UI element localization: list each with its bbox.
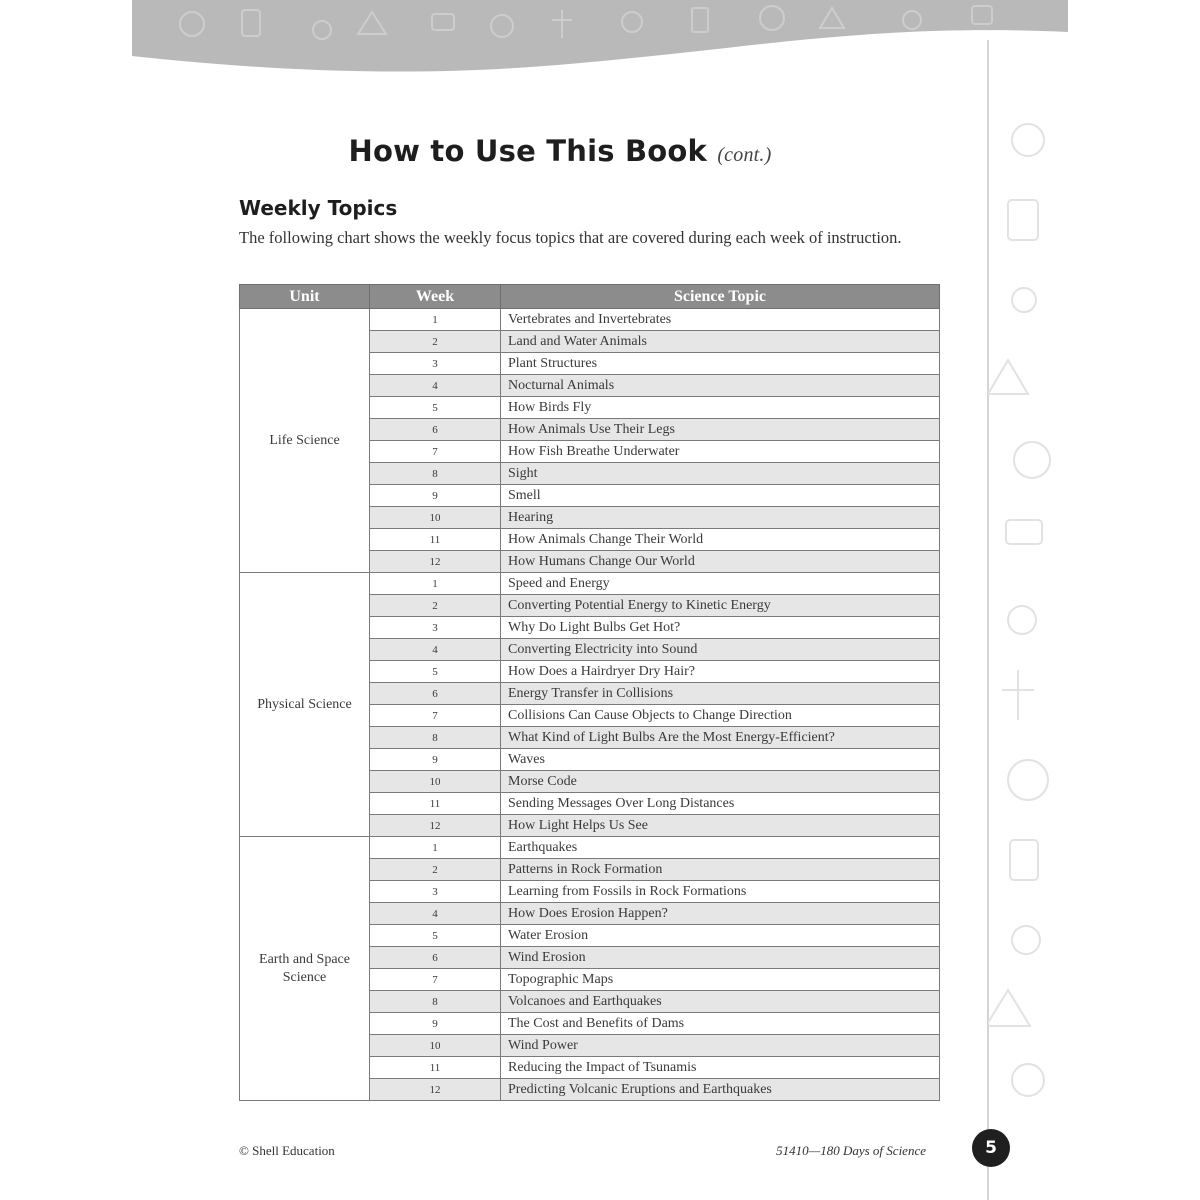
topic-cell: Patterns in Rock Formation [501, 859, 940, 881]
topic-cell: Water Erosion [501, 925, 940, 947]
weekly-topics-table [239, 284, 940, 1101]
topic-cell: Converting Electricity into Sound [501, 639, 940, 661]
topic-cell: Converting Potential Energy to Kinetic Energy [501, 595, 940, 617]
unit-cell: Life Science [240, 309, 370, 573]
week-cell: 10 [370, 1035, 501, 1057]
header-banner [132, 0, 1068, 80]
footer-copyright: © Shell Education [239, 1143, 335, 1158]
week-cell: 6 [370, 683, 501, 705]
week-cell: 4 [370, 639, 501, 661]
topic-cell: How Light Helps Us See [501, 815, 940, 837]
week-cell: 3 [370, 617, 501, 639]
week-cell: 1 [370, 573, 501, 595]
week-cell: 11 [370, 529, 501, 551]
week-cell: 4 [370, 375, 501, 397]
week-cell: 8 [370, 991, 501, 1013]
topic-cell: Speed and Energy [501, 573, 940, 595]
topic-cell: Earthquakes [501, 837, 940, 859]
topic-cell: Sending Messages Over Long Distances [501, 793, 940, 815]
topic-cell: Learning from Fossils in Rock Formations [501, 881, 940, 903]
week-cell: 5 [370, 661, 501, 683]
column-header-week: Week [370, 285, 501, 309]
topic-cell: Wind Power [501, 1035, 940, 1057]
topic-cell: Energy Transfer in Collisions [501, 683, 940, 705]
section-heading: Weekly Topics [239, 196, 398, 220]
topic-cell: How Animals Change Their World [501, 529, 940, 551]
week-cell: 10 [370, 771, 501, 793]
week-cell: 2 [370, 331, 501, 353]
week-cell: 8 [370, 463, 501, 485]
column-header-topic: Science Topic [501, 285, 940, 309]
topic-cell: Morse Code [501, 771, 940, 793]
week-cell: 2 [370, 595, 501, 617]
week-cell: 1 [370, 309, 501, 331]
topic-cell: Collisions Can Cause Objects to Change Direction [501, 705, 940, 727]
week-cell: 12 [370, 1079, 501, 1101]
page-number-badge: 5 [972, 1129, 1010, 1167]
week-cell: 6 [370, 419, 501, 441]
topic-cell: What Kind of Light Bulbs Are the Most Energy-Efficient? [501, 727, 940, 749]
week-cell: 7 [370, 441, 501, 463]
week-cell: 12 [370, 815, 501, 837]
week-cell: 3 [370, 881, 501, 903]
topic-cell: Land and Water Animals [501, 331, 940, 353]
topic-cell: Why Do Light Bulbs Get Hot? [501, 617, 940, 639]
week-cell: 5 [370, 925, 501, 947]
topic-cell: Vertebrates and Invertebrates [501, 309, 940, 331]
topic-cell: Waves [501, 749, 940, 771]
week-cell: 10 [370, 507, 501, 529]
topic-cell: How Birds Fly [501, 397, 940, 419]
topic-cell: Volcanoes and Earthquakes [501, 991, 940, 1013]
week-cell: 8 [370, 727, 501, 749]
topic-cell: How Does a Hairdryer Dry Hair? [501, 661, 940, 683]
topic-cell: Predicting Volcanic Eruptions and Earthquakes [501, 1079, 940, 1101]
week-cell: 9 [370, 749, 501, 771]
week-cell: 6 [370, 947, 501, 969]
week-cell: 7 [370, 969, 501, 991]
topic-cell: Wind Erosion [501, 947, 940, 969]
page-title-text: How to Use This Book [348, 134, 708, 168]
table-row [240, 573, 940, 595]
page-title-suffix: (cont.) [717, 144, 772, 166]
week-cell: 11 [370, 1057, 501, 1079]
table-row [240, 309, 940, 331]
topic-cell: How Humans Change Our World [501, 551, 940, 573]
week-cell: 12 [370, 551, 501, 573]
sidebar-decoration [988, 0, 1068, 1200]
topic-cell: The Cost and Benefits of Dams [501, 1013, 940, 1035]
topic-cell: Topographic Maps [501, 969, 940, 991]
column-header-unit: Unit [240, 285, 370, 309]
week-cell: 11 [370, 793, 501, 815]
table-body [240, 309, 940, 1101]
unit-cell: Physical Science [240, 573, 370, 837]
page-title [132, 134, 988, 168]
week-cell: 2 [370, 859, 501, 881]
topic-cell: How Animals Use Their Legs [501, 419, 940, 441]
topic-cell: Sight [501, 463, 940, 485]
week-cell: 4 [370, 903, 501, 925]
topic-cell: How Does Erosion Happen? [501, 903, 940, 925]
section-intro: The following chart shows the weekly focus topics that are covered during each week of instruction. [239, 228, 902, 247]
week-cell: 5 [370, 397, 501, 419]
footer-book-reference: 51410—180 Days of Science [776, 1143, 926, 1158]
table-row [240, 837, 940, 859]
topic-cell: How Fish Breathe Underwater [501, 441, 940, 463]
topic-cell: Reducing the Impact of Tsunamis [501, 1057, 940, 1079]
topic-cell: Smell [501, 485, 940, 507]
week-cell: 9 [370, 485, 501, 507]
topic-cell: Plant Structures [501, 353, 940, 375]
unit-cell: Earth and Space Science [240, 837, 370, 1101]
week-cell: 9 [370, 1013, 501, 1035]
topic-cell: Hearing [501, 507, 940, 529]
topic-cell: Nocturnal Animals [501, 375, 940, 397]
week-cell: 1 [370, 837, 501, 859]
week-cell: 3 [370, 353, 501, 375]
week-cell: 7 [370, 705, 501, 727]
table-header-row [240, 285, 940, 309]
